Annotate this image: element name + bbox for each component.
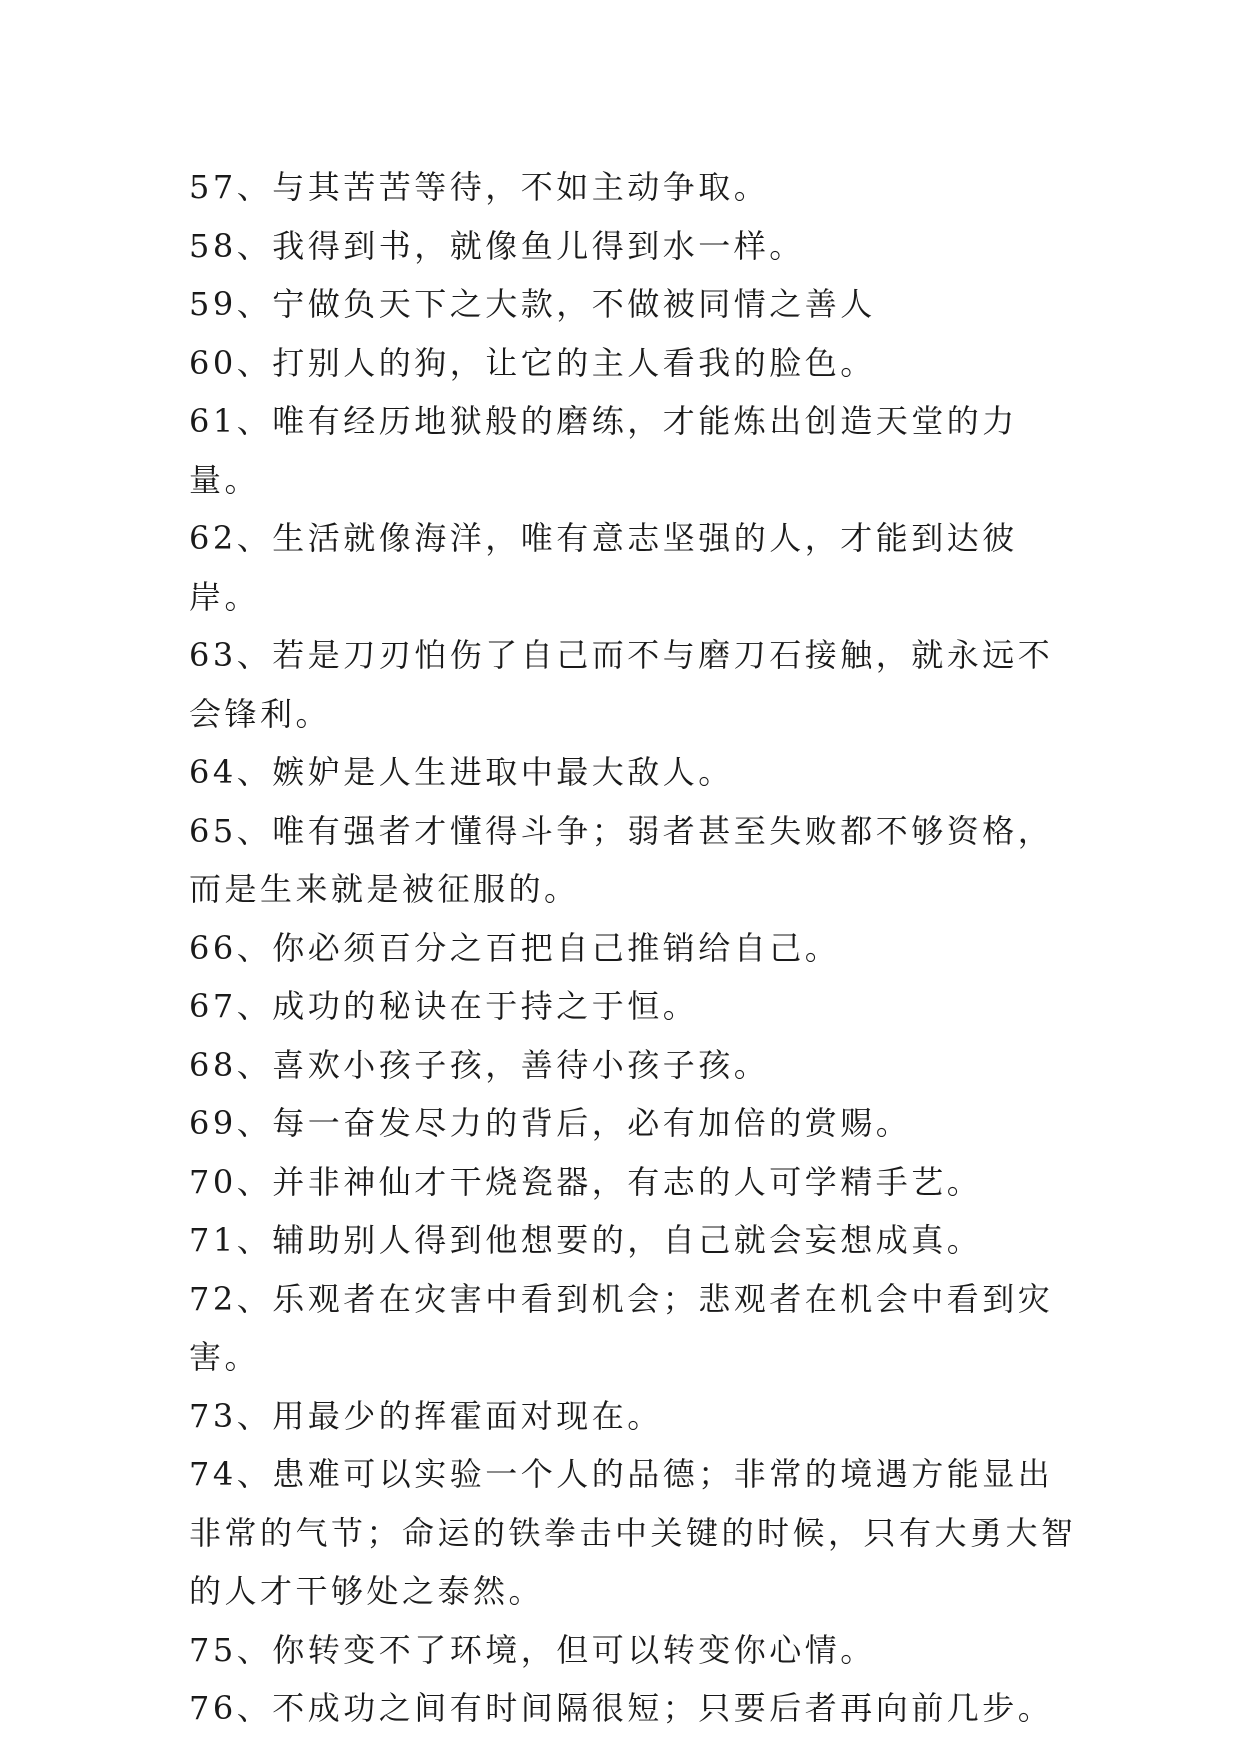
quote-entry-66: 66、你必须百分之百把自己推销给自己。 — [189, 928, 841, 967]
quote-entry-64: 64、嫉妒是人生进取中最大敌人。 — [189, 753, 734, 791]
quote-entry-58: 58、我得到书，就像鱼儿得到水一样。 — [189, 226, 805, 265]
quote-entry-73: 73、用最少的挥霍面对现在。 — [189, 1396, 663, 1435]
quote-entry-70: 70、并非神仙才干烧瓷器，有志的人可学精手艺。 — [189, 1162, 983, 1201]
quote-entry-57: 57、与其苦苦等待，不如主动争取。 — [189, 168, 770, 206]
quote-entry-68: 68、喜欢小孩子孩，善待小孩子孩。 — [189, 1045, 770, 1084]
quote-entry-67: 67、成功的秘诀在于持之于恒。 — [189, 987, 699, 1025]
quote-entry-75: 75、你转变不了环境，但可以转变你心情。 — [189, 1630, 876, 1669]
quote-entry-60: 60、打别人的狗，让它的主人看我的脸色。 — [189, 343, 876, 382]
quote-entry-69: 69、每一奋发尽力的背后，必有加倍的赏赐。 — [189, 1104, 912, 1142]
quote-entry-59: 59、宁做负天下之大款，不做被同情之善人 — [189, 285, 876, 323]
quote-list — [189, 158, 1079, 1738]
quote-entry-72: 72、乐观者在灾害中看到机会；悲观者在机会中看到灾害。 — [189, 1279, 1054, 1376]
quote-entry-76: 76、不成功之间有时间隔很短；只要后者再向前几步。 — [189, 1689, 1054, 1727]
quote-entry-62: 62、生活就像海洋，唯有意志坚强的人，才能到达彼岸。 — [189, 519, 1018, 616]
quote-entry-65: 65、唯有强者才懂得斗争；弱者甚至失败都不够资格，而是生来就是被征服的。 — [189, 811, 1054, 908]
quote-entry-71: 71、辅助别人得到他想要的，自己就会妄想成真。 — [189, 1221, 983, 1259]
quote-entry-63: 63、若是刀刃怕伤了自己而不与磨刀石接触，就永远不会锋利。 — [189, 636, 1054, 733]
quote-entry-61: 61、唯有经历地狱般的磨练，才能炼出创造天堂的力量。 — [189, 402, 1018, 499]
quote-entry-74: 74、患难可以实验一个人的品德；非常的境遇方能显出非常的气节；命运的铁拳击中关键的时候，只有大勇大智的人才干够处之泰然。 — [189, 1455, 1077, 1610]
